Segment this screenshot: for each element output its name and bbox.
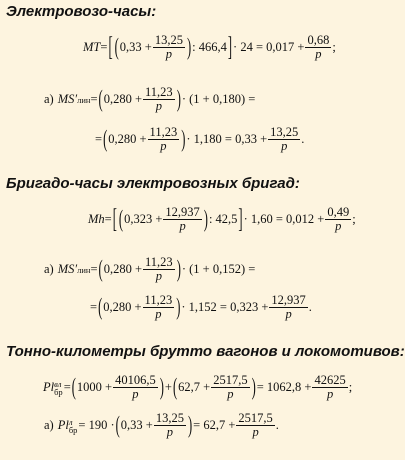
eq7-frac1: $\frac{40106,5}{p}$ — [115, 373, 156, 402]
paren: ( — [103, 125, 108, 153]
eq7-eq: = — [63, 380, 71, 395]
equation-pl-l — [44, 412, 279, 439]
eq2-sub: лин — [77, 94, 91, 105]
eq7-end: ; — [348, 380, 353, 395]
eq6-end: . — [308, 300, 312, 315]
eq5-eq: = — [90, 262, 98, 277]
equation-mt — [83, 31, 336, 63]
eq5-sub: лин — [77, 264, 91, 275]
eq3-eq: = — [95, 132, 103, 147]
paren: ) — [187, 411, 193, 439]
eq8-lhs: Pl — [57, 418, 69, 433]
eq8-result: = 62,7 + — [193, 418, 236, 433]
eq8-term: 0,33 + — [120, 418, 153, 433]
eq1-term2: · 24 = 0,017 + — [233, 40, 305, 55]
bracket: [ — [112, 203, 117, 235]
heading-crew-hours: Бригадо-часы электровозных бригад: — [6, 175, 300, 192]
eq1-mid: : 466,4 — [192, 40, 227, 55]
heading-tonne-km: Тонно-километры брутто вагонов и локомотивов: — [6, 343, 405, 360]
paren: ) — [176, 255, 181, 283]
eq8-end: . — [275, 418, 279, 433]
bracket: [ — [108, 31, 113, 63]
eq5-lhs: MS′ — [57, 262, 78, 277]
heading-locomotive-hours: Электровозо-часы: — [6, 3, 157, 20]
equation-ms-b — [95, 126, 304, 153]
eq7-result: = 1062,8 + — [256, 380, 312, 395]
paren: ) — [251, 373, 256, 401]
eq5-term: 0,280 + — [103, 262, 143, 277]
paren: ( — [98, 85, 103, 113]
eq6-frac2: $\frac{12,937}{p}$ — [271, 293, 306, 322]
eq2-tail: · (1 + 0,180) = — [181, 92, 256, 107]
paren: ) — [203, 205, 208, 233]
eq6-mid: · 1,152 = 0,323 + — [181, 300, 269, 315]
paren: ( — [118, 205, 124, 233]
equation-ms2-b — [90, 294, 312, 321]
eq2-label: а) — [44, 92, 54, 107]
eq2-lhs: MS′ — [57, 92, 78, 107]
paren: ( — [172, 373, 178, 401]
eq4-end: ; — [352, 212, 356, 227]
eq1-frac1: $\frac{13,25}{p}$ — [154, 33, 183, 62]
eq1-frac2: $\frac{0,68}{p}$ — [307, 33, 330, 62]
eq6-frac: $\frac{11,23}{p}$ — [144, 293, 173, 322]
eq2-eq: = — [90, 92, 98, 107]
eq8-frac2: $\frac{2517,5}{p}$ — [238, 411, 273, 440]
eq4-frac2: $\frac{0,49}{p}$ — [327, 205, 350, 234]
eq7-lhs: Pl — [43, 380, 55, 395]
paren: ( — [98, 255, 103, 283]
eq2-frac: $\frac{11,23}{p}$ — [145, 85, 173, 114]
paren: ( — [71, 373, 76, 401]
eq8-eq: = 190 · — [78, 418, 115, 433]
paren: ( — [98, 293, 103, 321]
eq4-tail: · 1,60 = 0,012 + — [243, 212, 325, 227]
eq7-scripts: вл бр — [54, 378, 63, 397]
eq7-term2: 62,7 + — [178, 380, 211, 395]
paren: ( — [114, 33, 119, 61]
eq3-term: 0,280 + — [108, 132, 147, 147]
eq7-term1: 1000 + — [76, 380, 113, 395]
paren: ) — [159, 373, 164, 401]
eq5-label: а) — [44, 262, 54, 277]
paren: ) — [181, 125, 186, 153]
bracket: ] — [238, 203, 243, 235]
paren: ( — [115, 411, 120, 439]
paren: ) — [186, 33, 192, 61]
bracket: ] — [227, 31, 233, 63]
eq2-term: 0,280 + — [103, 92, 143, 107]
eq1-lhs: MT — [83, 40, 101, 55]
equation-mh — [88, 203, 356, 235]
eq5-tail: · (1 + 0,152) = — [181, 262, 256, 277]
eq1-term1: 0,33 + — [119, 40, 152, 55]
equation-pl-vl — [43, 374, 352, 401]
eq5-frac: $\frac{11,23}{p}$ — [145, 255, 173, 284]
paren: ) — [176, 85, 181, 113]
eq7-plus: + — [164, 380, 172, 395]
eq7-frac2: $\frac{2517,5}{p}$ — [213, 373, 248, 402]
eq6-term: 0,280 + — [103, 300, 142, 315]
eq8-frac: $\frac{13,25}{p}$ — [155, 411, 184, 440]
eq7-frac3: $\frac{42625}{p}$ — [314, 373, 346, 402]
eq3-frac2: $\frac{13,25}{p}$ — [270, 125, 299, 154]
eq4-term: 0,323 + — [124, 212, 163, 227]
eq3-frac: $\frac{11,23}{p}$ — [149, 125, 178, 154]
eq8-label: а) — [44, 418, 54, 433]
eq1-end: ; — [332, 40, 336, 55]
eq3-mid: · 1,180 = 0,33 + — [186, 132, 268, 147]
equation-ms-a — [44, 86, 255, 113]
paren: ) — [176, 293, 181, 321]
eq4-mid: : 42,5 — [208, 212, 238, 227]
equation-ms2-a — [44, 256, 255, 283]
eq6-eq: = — [90, 300, 98, 315]
eq3-end: . — [301, 132, 305, 147]
eq4-frac1: $\frac{12,937}{p}$ — [165, 205, 200, 234]
eq8-scripts: л бр — [68, 416, 78, 435]
eq1-open: = — [100, 40, 108, 55]
eq4-lhs: Mh — [88, 212, 105, 227]
eq4-open: = — [104, 212, 112, 227]
